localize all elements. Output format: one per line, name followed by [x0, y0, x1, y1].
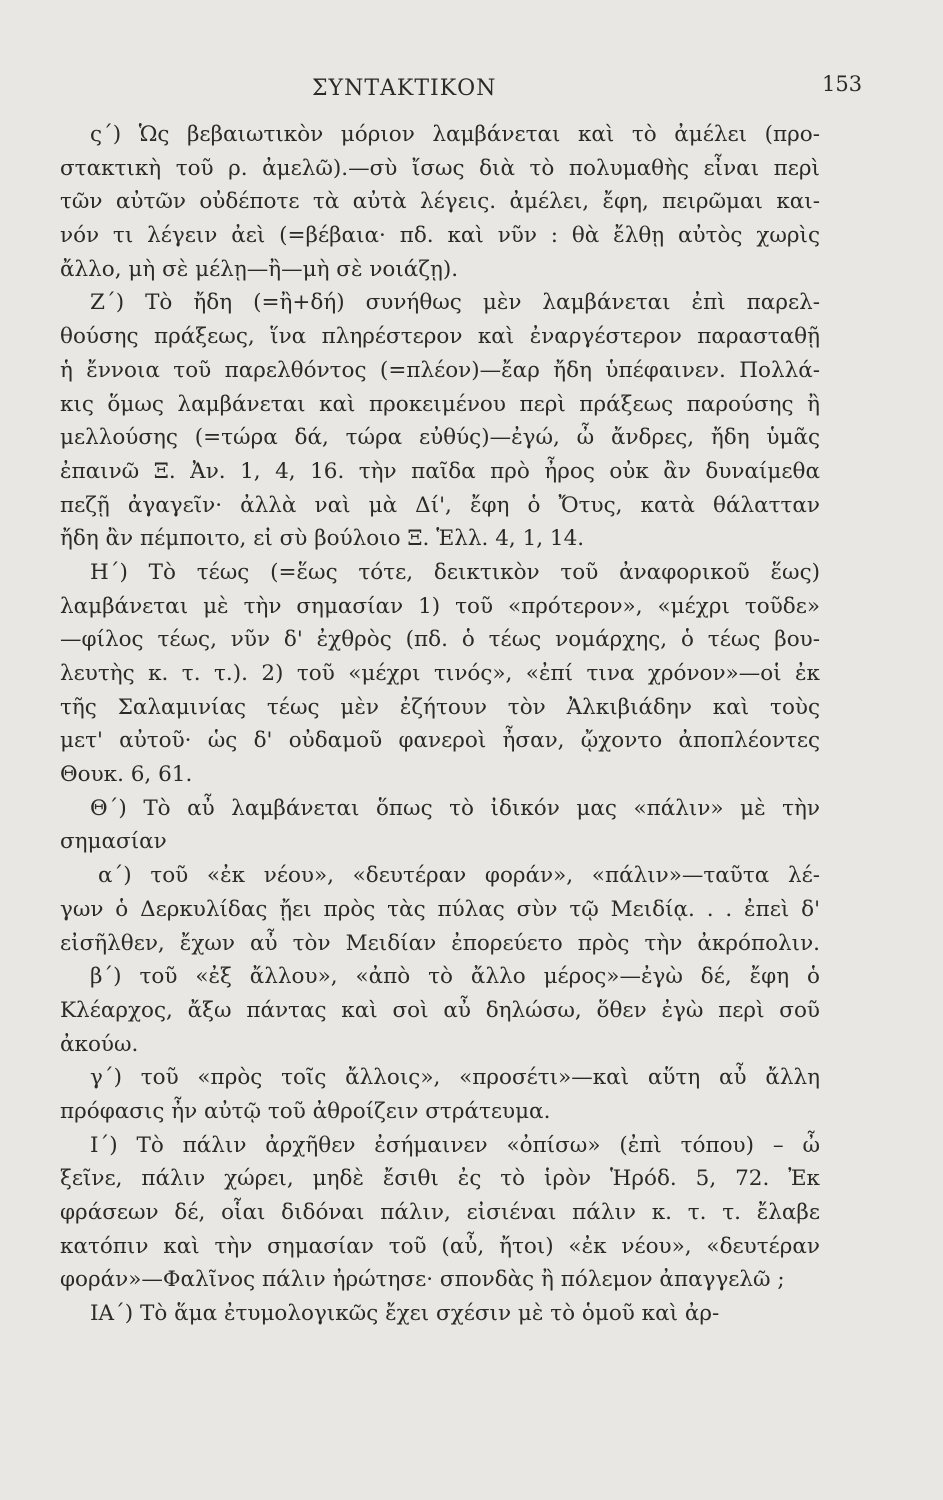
text-line: Κλέαρχος, ἄξω πάντας καὶ σοὶ αὖ δηλώσω, ὅθεν ἐγὼ περὶ σοῦ: [60, 997, 820, 1023]
page-number: 153: [822, 72, 863, 96]
text-line: κατόπιν καὶ τὴν σημασίαν τοῦ (αὖ, ἤτοι) «ἐκ νέου», «δευτέραν: [60, 1233, 820, 1259]
text-line: Ζ΄) Τὸ ἤδη (=ἢ+δή) συνήθως μὲν λαμβάνεται ἐπὶ παρελ-: [90, 290, 820, 316]
text-line: Ι΄) Τὸ πάλιν ἀρχῆθεν ἐσήμαινεν «ὀπίσω» (ἐπὶ τόπου) – ὦ: [90, 1132, 820, 1158]
text-line: Θουκ. 6, 61.: [60, 762, 193, 788]
text-line: ΙΑ΄) Τὸ ἅμα ἐτυμολογικῶς ἔχει σχέσιν μὲ τὸ ὁμοῦ καὶ ἀρ-: [90, 1301, 720, 1327]
text-line: ἤδη ἂν πέμποιτο, εἰ σὺ βούλοιο Ξ. Ἑλλ. 4, 1, 14.: [60, 526, 585, 552]
text-line: ἡ ἔννοια τοῦ παρελθόντος (=πλέον)—ἔαρ ἤδη ὑπέφαινεν. Πολλά-: [60, 357, 820, 383]
text-line: θούσης πράξεως, ἵνα πληρέστερον καὶ ἐναργέστερον παρασταθῇ: [60, 324, 820, 350]
text-line: ξεῖνε, πάλιν χώρει, μηδὲ ἔσιθι ἐς τὸ ἱρὸν Ἡρόδ. 5, 72. Ἐκ: [60, 1166, 820, 1192]
text-line: σημασίαν: [60, 829, 167, 855]
text-line: μελλούσης (=τώρα δά, τώρα εὐθύς)—ἐγώ, ὦ ἄνδρες, ἤδη ὑμᾶς: [60, 425, 820, 451]
text-line: νόν τι λέγειν ἀεὶ (=βέβαια· πδ. καὶ νῦν : θὰ ἔλθῃ αὐτὸς χωρὶς: [60, 223, 820, 249]
text-line: β΄) τοῦ «ἐξ ἄλλου», «ἀπὸ τὸ ἄλλο μέρος»—ἐγὼ δέ, ἔφη ὁ: [90, 964, 820, 990]
text-line: γων ὁ Δερκυλίδας ᾔει πρὸς τὰς πύλας σὺν τῷ Μειδίᾳ. . . ἐπεὶ δ': [60, 896, 820, 922]
running-header-title: ΣΥΝΤΑΚΤΙΚΟΝ: [312, 76, 497, 101]
text-line: ἄλλο, μὴ σὲ μέλῃ—ἢ—μὴ σὲ νοιάζῃ).: [60, 256, 459, 282]
text-line: κις ὅμως λαμβάνεται καὶ προκειμένου περὶ πράξεως παρούσης ἢ: [60, 391, 820, 417]
body-text: [60, 118, 820, 1331]
text-line: Η΄) Τὸ τέως (=ἕως τότε, δεικτικὸν τοῦ ἀναφορικοῦ ἕως): [90, 559, 820, 585]
text-line: φράσεων δέ, οἷαι διδόναι πάλιν, εἰσιέναι πάλιν κ. τ. τ. ἔλαβε: [60, 1200, 820, 1225]
text-line: στακτικὴ τοῦ ρ. ἀμελῶ).—σὺ ἴσως διὰ τὸ πολυμαθὴς εἶναι περὶ: [60, 155, 820, 181]
text-line: —φίλος τέως, νῦν δ' ἐχθρὸς (πδ. ὁ τέως νομάρχης, ὁ τέως βου-: [60, 627, 820, 653]
text-line: λαμβάνεται μὲ τὴν σημασίαν 1) τοῦ «πρότερον», «μέχρι τοῦδε»: [60, 593, 820, 619]
text-line: φοράν»—Φαλῖνος πάλιν ἠρώτησε· σπονδὰς ἢ πόλεμον ἀπαγγελῶ ;: [60, 1267, 785, 1293]
text-line: γ΄) τοῦ «πρὸς τοῖς ἄλλοις», «προσέτι»—καὶ αὕτη αὖ ἄλλη: [90, 1065, 820, 1091]
text-line: ἐπαινῶ Ξ. Ἀν. 1, 4, 16. τὴν παῖδα πρὸ ἦρος οὐκ ἂν δυναίμεθα: [60, 458, 820, 484]
text-line: τῶν αὐτῶν οὐδέποτε τὰ αὐτὰ λέγεις. ἀμέλει, ἔφη, πειρῶμαι και-: [60, 189, 820, 215]
text-line: λευτὴς κ. τ. τ.). 2) τοῦ «μέχρι τινός», «ἐπί τινα χρόνον»—οἱ ἐκ: [60, 661, 820, 686]
text-line: εἰσῆλθεν, ἔχων αὖ τὸν Μειδίαν ἐπορεύετο πρὸς τὴν ἀκρόπολιν.: [60, 930, 820, 956]
text-line: πρόφασις ἦν αὐτῷ τοῦ ἀθροίζειν στράτευμα.: [60, 1098, 551, 1124]
text-line: α΄) τοῦ «ἐκ νέου», «δευτέραν φοράν», «πάλιν»—ταῦτα λέ-: [98, 863, 820, 889]
text-line: Θ΄) Τὸ αὖ λαμβάνεται ὅπως τὸ ἰδικόν μας «πάλιν» μὲ τὴν: [90, 795, 820, 821]
text-line: τῆς Σαλαμινίας τέως μὲν ἐζήτουν τὸν Ἀλκιβιάδην καὶ τοὺς: [60, 694, 820, 720]
text-line: πεζῇ ἀγαγεῖν· ἀλλὰ ναὶ μὰ Δί', ἔφη ὁ Ὄτυς, κατὰ θάλατταν: [60, 492, 820, 518]
text-line: ς΄) Ὡς βεβαιωτικὸν μόριον λαμβάνεται καὶ τὸ ἀμέλει (προ-: [90, 122, 820, 147]
text-line: ἀκούω.: [60, 1031, 139, 1057]
text-line: μετ' αὐτοῦ· ὡς δ' οὐδαμοῦ φανεροὶ ἦσαν, ᾤχοντο ἀποπλέοντες: [60, 728, 820, 754]
